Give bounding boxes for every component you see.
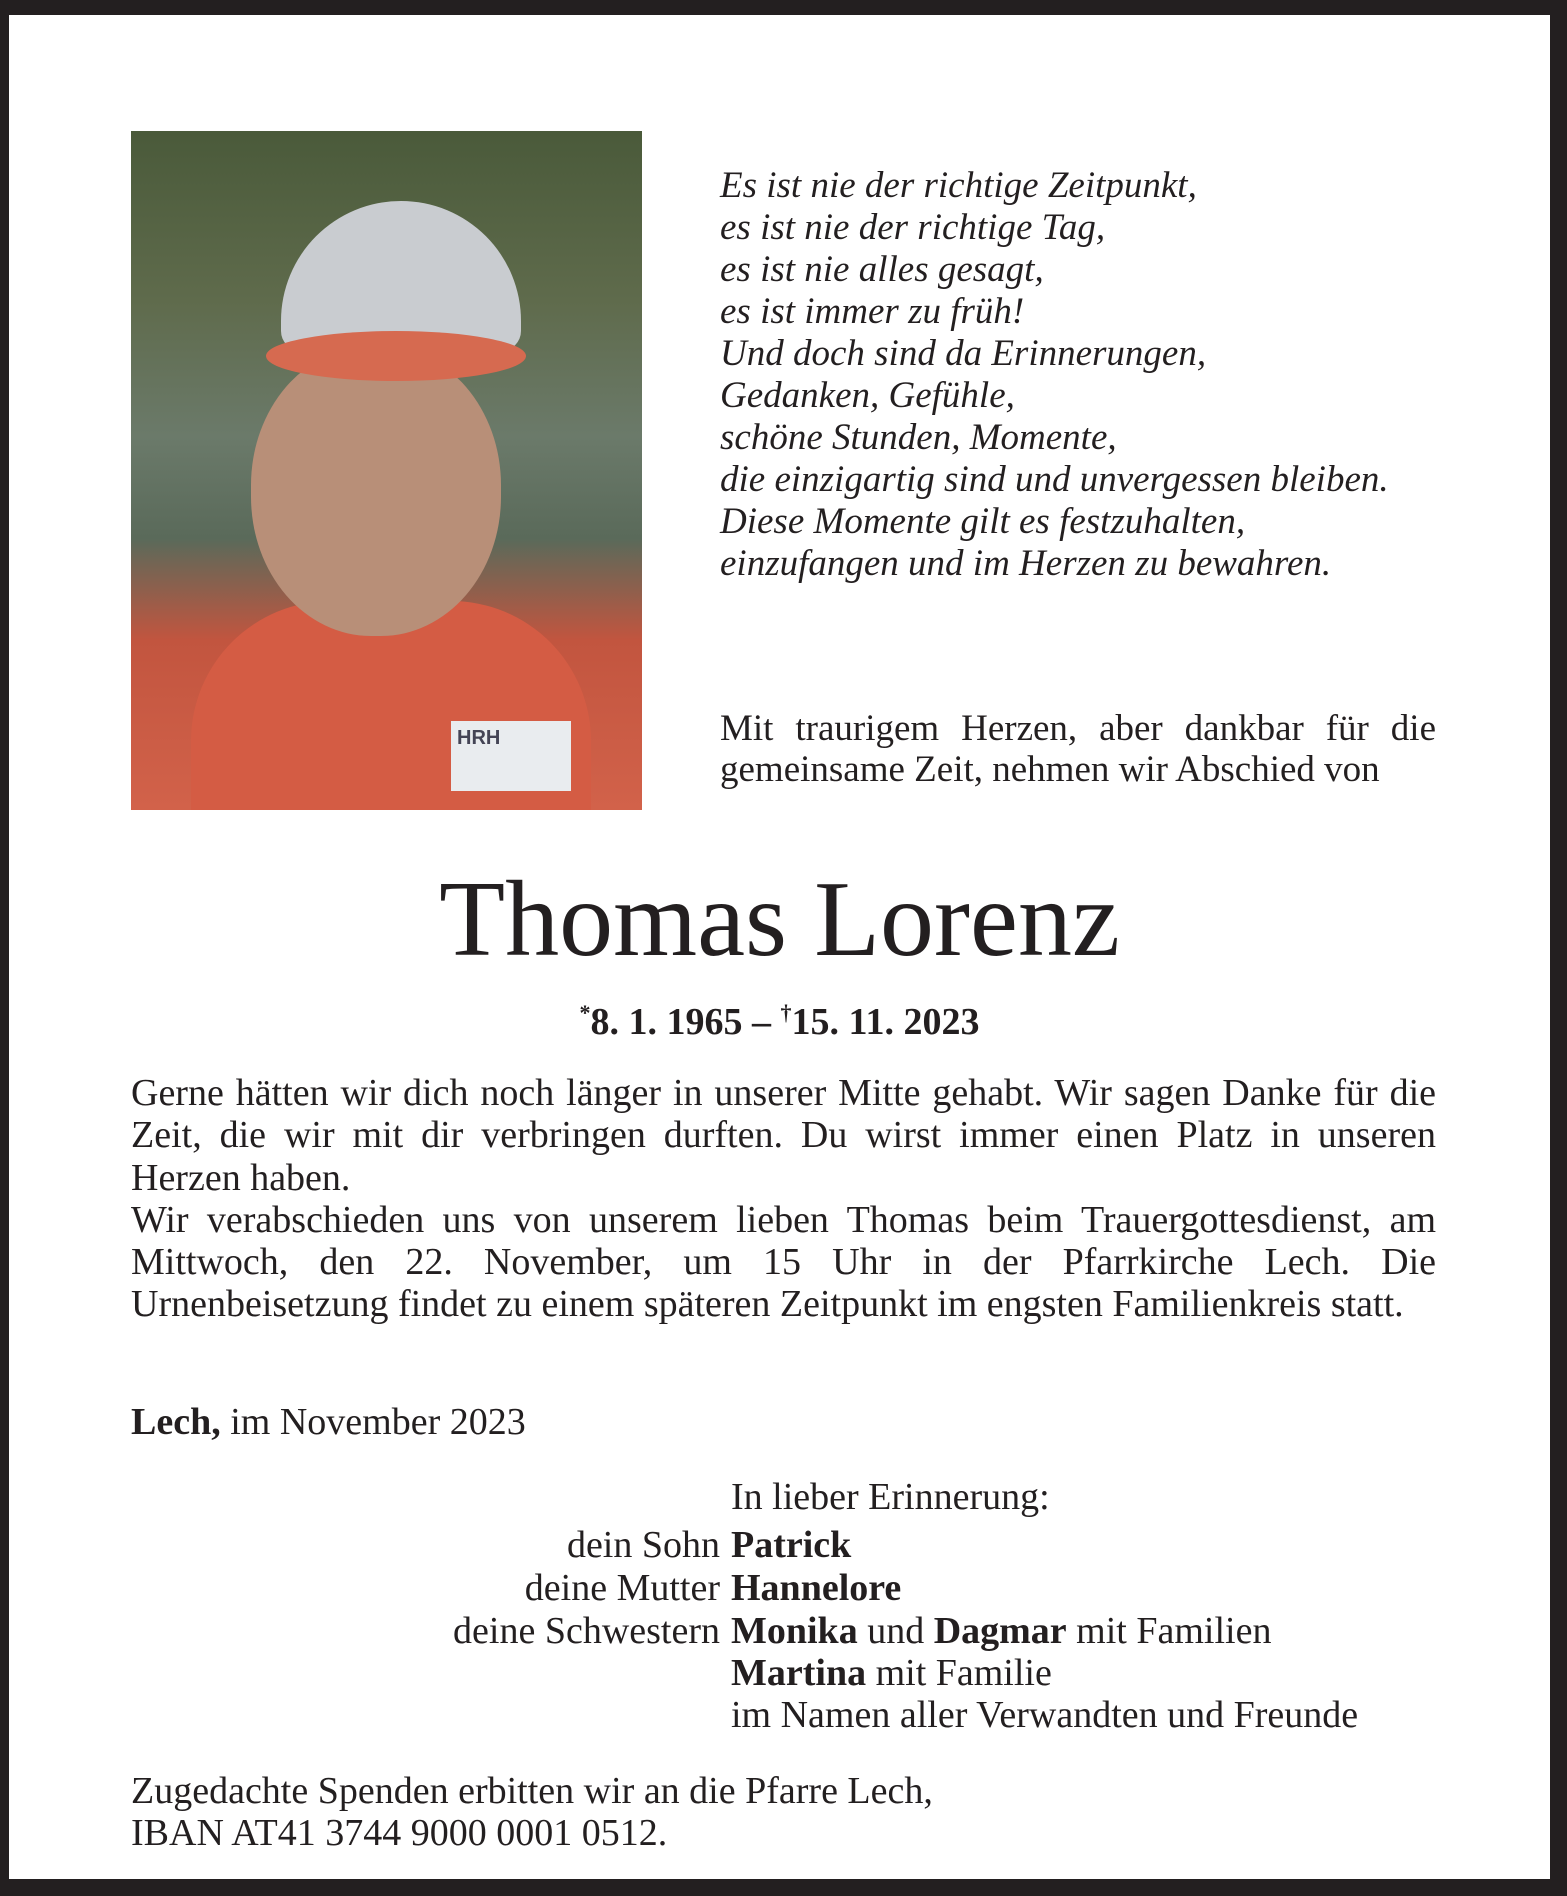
poem-line: es ist nie der richtige Tag, xyxy=(720,207,1106,248)
poem-line: die einzigartig sind und unvergessen bleiben. xyxy=(720,459,1389,500)
body-paragraph: Wir verabschieden uns von unserem lieben Thomas beim Trauergottesdienst, am Mittwoch, den 22. November, um 15 Uhr in der Pfarrkirche Lech. Die Urnenbeisetzung findet zu einem späteren Zeitpunkt im engsten Familienkreis statt. xyxy=(131,1198,1436,1326)
donation-note xyxy=(131,1770,933,1854)
relatives-note: im Namen aller Verwandten und Freunde xyxy=(731,1694,1359,1736)
poem-line: es ist immer zu früh! xyxy=(720,291,1025,332)
poem xyxy=(720,165,1389,585)
life-dates xyxy=(9,1000,1550,1044)
photo-cap xyxy=(281,201,521,351)
donation-line: Zugedachte Spenden erbitten wir an die Pfarre Lech, xyxy=(131,1770,933,1812)
obituary-notice xyxy=(9,15,1550,1879)
family-name: Martina xyxy=(731,1652,867,1694)
family-name: Monika xyxy=(731,1610,858,1652)
family-name: Patrick xyxy=(731,1524,852,1566)
family-row xyxy=(9,1693,1550,1736)
poem-line: Gedanken, Gefühle, xyxy=(720,375,1015,416)
family-name: Hannelore xyxy=(731,1567,902,1609)
memory-heading: In lieber Erinnerung: xyxy=(731,1476,1050,1518)
relation-label: dein Sohn xyxy=(566,1524,720,1566)
portrait-photo xyxy=(131,131,642,810)
family-row xyxy=(9,1651,1550,1694)
family-suffix: mit Familien xyxy=(1066,1610,1272,1652)
deceased-name: Thomas Lorenz xyxy=(439,860,1120,979)
family-name: Dagmar xyxy=(933,1610,1067,1652)
intro-text: Mit traurigem Herzen, aber dankbar für die gemeinsame Zeit, nehmen wir Abschied von xyxy=(720,708,1436,790)
conjunction: und xyxy=(857,1610,934,1652)
place-month: im November 2023 xyxy=(220,1401,526,1443)
family-row xyxy=(9,1609,1550,1652)
place-town: Lech, xyxy=(131,1401,221,1443)
photo-cap-brim xyxy=(266,331,526,381)
poem-line: es ist nie alles gesagt, xyxy=(720,249,1044,290)
poem-line: Und doch sind da Erinnerungen, xyxy=(720,333,1207,374)
poem-line: Diese Momente gilt es festzuhalten, xyxy=(720,501,1246,542)
birth-date: 8. 1. 1965 xyxy=(590,1001,743,1043)
photo-face xyxy=(251,346,501,636)
poem-line: einzufangen und im Herzen zu bewahren. xyxy=(720,543,1332,584)
place-date xyxy=(131,1400,526,1444)
body-text xyxy=(131,1072,1436,1326)
iban-line: IBAN AT41 3744 9000 0001 0512. xyxy=(131,1812,668,1854)
birth-symbol: * xyxy=(579,1000,591,1025)
death-date: 15. 11. 2023 xyxy=(791,1001,980,1043)
relation-label: deine Schwestern xyxy=(453,1610,720,1652)
body-paragraph: Gerne hätten wir dich noch länger in unserer Mitte gehabt. Wir sagen Danke für die Zeit, die wir mit dir verbringen durften. Du wirst immer einen Platz in unseren Herzen haben. xyxy=(131,1072,1436,1199)
date-separator: – xyxy=(742,1001,781,1043)
family-row xyxy=(9,1523,1550,1566)
photo-badge: HRH xyxy=(451,721,571,791)
poem-line: schöne Stunden, Momente, xyxy=(720,417,1117,458)
family-suffix: mit Familie xyxy=(866,1652,1052,1694)
death-symbol: † xyxy=(780,1000,792,1025)
relation-label: deine Mutter xyxy=(524,1567,720,1609)
family-row xyxy=(9,1566,1550,1609)
poem-line: Es ist nie der richtige Zeitpunkt, xyxy=(720,165,1197,206)
